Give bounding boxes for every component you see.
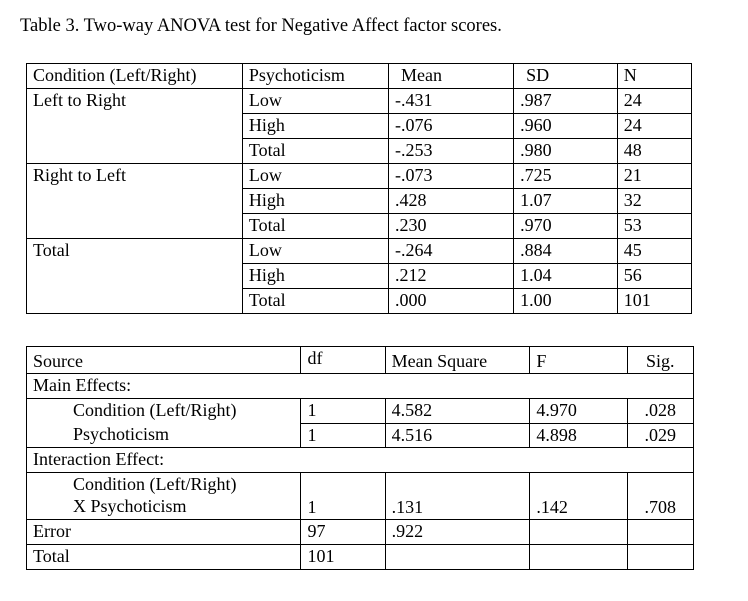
ms-cell: .131: [385, 473, 530, 520]
descriptives-table: [26, 63, 692, 314]
psych-cell: Total: [242, 139, 388, 164]
header-source: Source: [27, 347, 301, 374]
header-mean-square: Mean Square: [385, 347, 530, 374]
sd-cell: .725: [514, 164, 618, 189]
table-row: [27, 214, 692, 239]
condition-cell: Total: [27, 239, 243, 264]
n-cell: 53: [617, 214, 691, 239]
header-mean: Mean: [388, 64, 513, 89]
condition-cell: [27, 139, 243, 164]
table-row: [27, 423, 694, 448]
psych-cell: Low: [242, 164, 388, 189]
n-cell: 101: [617, 289, 691, 314]
n-cell: 24: [623, 90, 642, 110]
header-df: df: [301, 347, 385, 374]
mean-cell: -.253: [388, 139, 513, 164]
table-row: [27, 289, 692, 314]
sig-cell: .029: [627, 423, 693, 448]
source-cell: Total: [27, 545, 301, 570]
header-n: N: [617, 64, 691, 89]
condition-cell: Left to Right: [27, 89, 243, 114]
table-caption: Table 3. Two-way ANOVA test for Negative Affect factor scores.: [20, 16, 502, 36]
table-row: [27, 448, 694, 473]
f-cell: [530, 545, 627, 570]
sig-cell: [627, 545, 693, 570]
mean-cell: -.073: [388, 164, 513, 189]
sd-cell: 1.07: [514, 189, 618, 214]
n-cell: 21: [617, 164, 691, 189]
ms-cell: .922: [385, 520, 530, 545]
sd-cell: .970: [514, 214, 618, 239]
mean-cell: .230: [388, 214, 513, 239]
sd-cell: .960: [514, 114, 618, 139]
psych-cell: High: [242, 189, 388, 214]
ms-cell: 4.516: [385, 423, 530, 448]
f-cell: 4.898: [530, 423, 627, 448]
source-cell: Error: [27, 520, 301, 545]
table-row: [27, 239, 692, 264]
sd-cell: .980: [514, 139, 618, 164]
ms-cell: 4.582: [385, 399, 530, 424]
sd-cell: 1.00: [514, 289, 618, 314]
mean-cell: -.076: [388, 114, 513, 139]
n-cell: 45: [617, 239, 691, 264]
table-row: [27, 164, 692, 189]
condition-cell: Right to Left: [27, 164, 243, 189]
n-cell: 56: [617, 264, 691, 289]
psych-cell: Total: [242, 289, 388, 314]
table-row: [27, 189, 692, 214]
df-cell: 1: [301, 473, 385, 520]
table-row: [27, 520, 694, 545]
condition-cell: [27, 289, 243, 314]
sd-cell: .987: [514, 89, 618, 114]
mean-cell: -.264: [388, 239, 513, 264]
sig-cell: [627, 520, 693, 545]
n-cell: 48: [617, 139, 691, 164]
interaction-source-line1: Condition (Left/Right): [73, 474, 237, 494]
main-effects-label: Main Effects:: [27, 374, 694, 399]
condition-cell: [27, 114, 243, 139]
sd-cell: .884: [514, 239, 618, 264]
header-sd: SD: [514, 64, 618, 89]
anova-table: [26, 346, 694, 570]
source-cell: Condition (Left/Right): [27, 399, 301, 424]
df-cell: 1: [301, 399, 385, 424]
n-cell: 24: [617, 114, 691, 139]
table-row: [27, 374, 694, 399]
table-header-row: [27, 347, 694, 374]
interaction-label: Interaction Effect:: [27, 448, 694, 473]
table-row: [27, 264, 692, 289]
f-cell: 4.970: [530, 399, 627, 424]
table-header-row: [27, 64, 692, 89]
source-cell: Psychoticism: [27, 423, 301, 448]
f-cell: [530, 520, 627, 545]
mean-cell: .000: [388, 289, 513, 314]
table-row: [27, 114, 692, 139]
sig-cell: .028: [627, 399, 693, 424]
mean-cell: .428: [388, 189, 513, 214]
table-row: [27, 399, 694, 424]
table-row: [27, 139, 692, 164]
mean-cell: -.431: [388, 89, 513, 114]
df-cell: 1: [301, 423, 385, 448]
psych-cell: Total: [242, 214, 388, 239]
psych-cell: Low: [242, 239, 388, 264]
table-row: [27, 545, 694, 570]
condition-cell: [27, 264, 243, 289]
ms-cell: [385, 545, 530, 570]
header-psychoticism: Psychoticism: [242, 64, 388, 89]
table-row: [27, 473, 694, 520]
f-cell: .142: [530, 473, 627, 520]
sig-cell: .708: [627, 473, 693, 520]
df-cell: 101: [301, 545, 385, 570]
interaction-source-line2: X Psychoticism: [73, 496, 187, 516]
df-cell: 97: [301, 520, 385, 545]
header-sig: Sig.: [646, 351, 675, 371]
psych-cell: High: [242, 264, 388, 289]
psych-cell: Low: [242, 89, 388, 114]
header-f: F: [530, 347, 627, 374]
header-condition: Condition (Left/Right): [27, 64, 243, 89]
n-cell: 32: [617, 189, 691, 214]
table-row: [27, 89, 692, 114]
psych-cell: High: [242, 114, 388, 139]
sd-cell: 1.04: [514, 264, 618, 289]
condition-cell: [27, 189, 243, 214]
condition-cell: [27, 214, 243, 239]
source-cell: [27, 473, 301, 520]
mean-cell: .212: [388, 264, 513, 289]
